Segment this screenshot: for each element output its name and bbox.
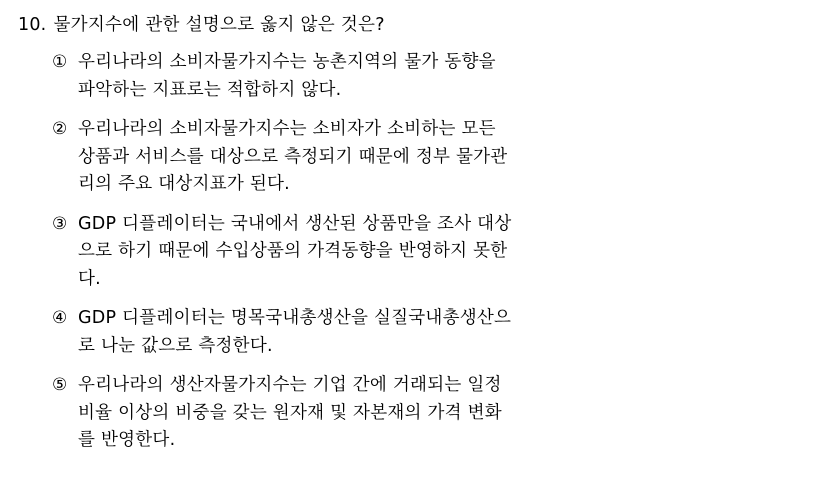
choice-line: 우리나라의 생산자물가지수는 기업 간에 거래되는 일정 [78, 375, 502, 395]
choice-line: 우리나라의 소비자물가지수는 농촌지역의 물가 동향을 [78, 52, 496, 72]
choice-marker-5: ⑤ [52, 375, 68, 395]
choice-line: 파악하는 지표로는 적합하지 않다. [78, 79, 342, 100]
choice-option-5[interactable] [0, 372, 826, 455]
choice-marker-4: ④ [52, 308, 68, 328]
question-stem [18, 10, 826, 40]
choice-option-2[interactable] [0, 116, 826, 199]
choice-line: 상품과 서비스를 대상으로 측정되기 때문에 정부 물가관 [78, 146, 508, 167]
choice-text-1 [78, 49, 796, 104]
choice-text-3 [78, 211, 796, 294]
choice-line: 를 반영한다. [78, 430, 176, 450]
choice-line: 다. [78, 268, 101, 289]
question-number: 10. [18, 15, 47, 35]
choice-line: 비율 이상의 비중을 갖는 원자재 및 자본재의 가격 변화 [78, 402, 502, 423]
choice-line: 로 나눈 값으로 측정한다. [78, 335, 273, 356]
choice-text-2 [78, 116, 796, 199]
choice-marker-1: ① [52, 52, 68, 72]
choice-line: 리의 주요 대상지표가 된다. [78, 174, 290, 194]
choice-marker-2: ② [52, 119, 68, 139]
choice-text-5 [78, 372, 796, 455]
choice-option-4[interactable] [0, 305, 826, 360]
choice-line: 으로 하기 때문에 수입상품의 가격동향을 반영하지 못한 [78, 241, 508, 261]
choice-text-4 [78, 305, 796, 360]
choice-line: GDP 디플레이터는 명목국내총생산을 실질국내총생산으 [78, 308, 512, 328]
choice-option-1[interactable] [0, 49, 826, 104]
choice-list [0, 49, 826, 455]
choice-line: 우리나라의 소비자물가지수는 소비자가 소비하는 모든 [78, 119, 496, 139]
choice-line: GDP 디플레이터는 국내에서 생산된 상품만을 조사 대상 [78, 213, 512, 234]
question-text: 물가지수에 관한 설명으로 옳지 않은 것은? [53, 15, 385, 35]
choice-option-3[interactable] [0, 211, 826, 294]
choice-marker-3: ③ [52, 213, 68, 234]
